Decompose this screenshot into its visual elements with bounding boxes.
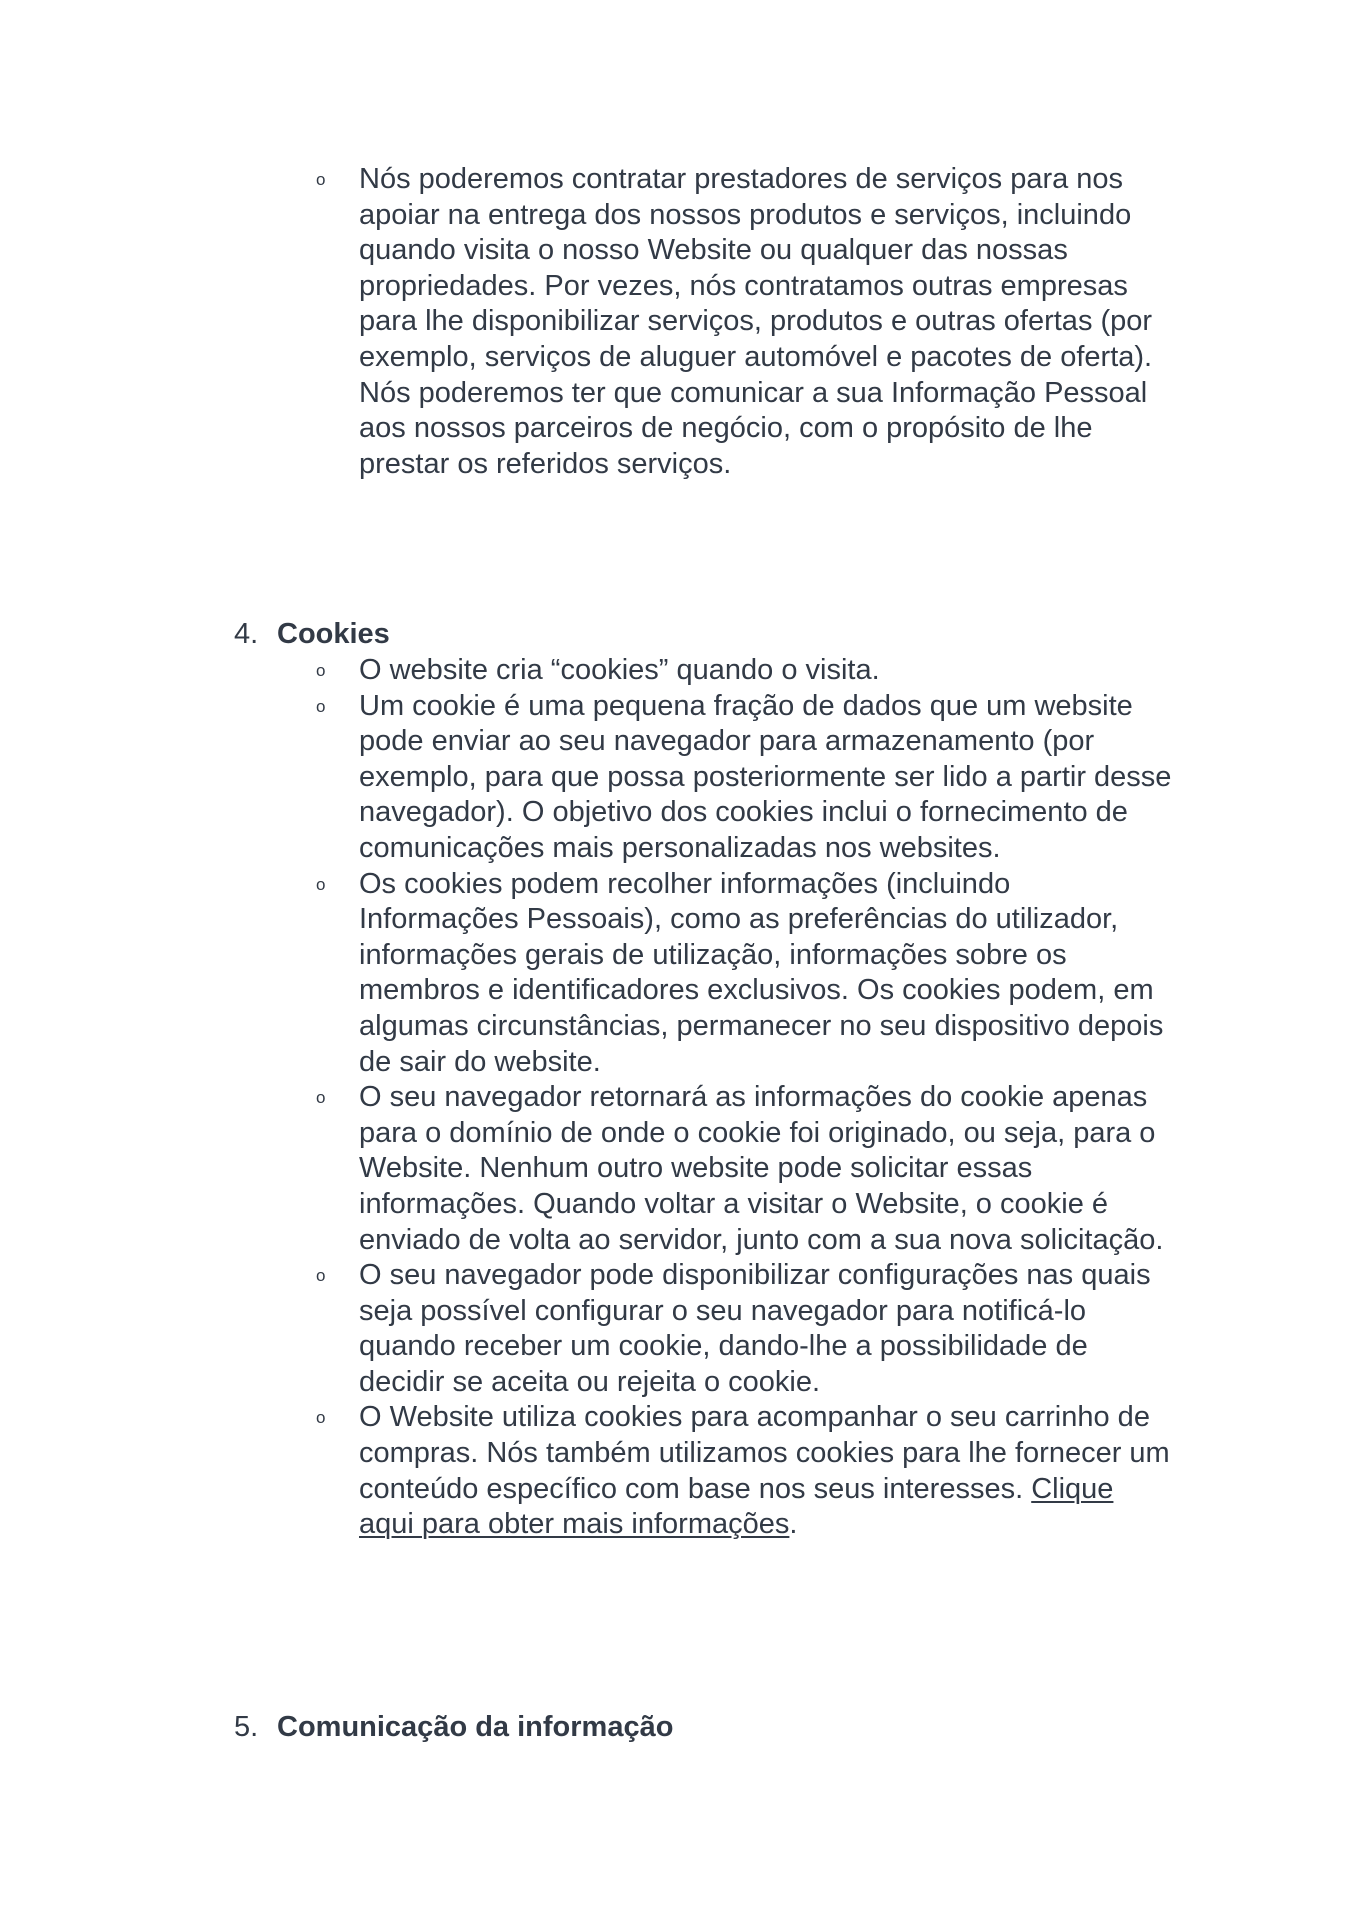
bullet-marker: o [316, 874, 326, 894]
bullet-text: O website cria “cookies” quando o visita. [359, 654, 880, 686]
bullet-marker: o [316, 1408, 326, 1428]
list-item [0, 162, 1174, 482]
list-item [0, 689, 1174, 867]
bullet-marker: o [316, 661, 326, 680]
bullet-text: O seu navegador pode disponibilizar configurações nas quais seja possível configurar o seu navegador para notificá-lo quando receber um cookie, dando-lhe a possibilidade de decidir se aceita ou rejeita o cookie. [359, 1259, 1151, 1398]
list-item [0, 1080, 1174, 1258]
list-item [0, 867, 1174, 1081]
list-item [0, 653, 1174, 689]
bullet-text: Um cookie é uma pequena fração de dados que um website pode enviar ao seu navegador para armazenamento (por exemplo, para que possa posteriormente ser lido a partir desse navegador). O objetivo dos cookies inclui o fornecimento de comunicações mais personalizadas nos websites. [359, 689, 1172, 864]
bullet-marker: o [316, 1266, 326, 1286]
cookies-bullet-list [0, 653, 1358, 1543]
bullet-text-period: . [789, 1508, 798, 1541]
bullet-marker: o [316, 696, 326, 716]
bullet-marker: o [316, 170, 326, 189]
section-number: 5. [234, 1711, 259, 1743]
bullet-text: Os cookies podem recolher informações (incluindo Informações Pessoais), como as preferências do utilizador, informações gerais de utilização, informações sobre os membros e identificadores exclusivos. Os cookies podem, em algumas circunstâncias, permanecer no seu dispositivo depois de sair do website. [359, 867, 1164, 1078]
bullet-text-body: O Website utiliza cookies para acompanhar o seu carrinho de compras. Nós também utilizamos cookies para lhe fornecer um conteúdo específico com base nos seus interesses. [359, 1401, 1170, 1505]
bullet-marker: o [316, 1088, 326, 1108]
bullet-text: Nós poderemos contratar prestadores de serviços para nos apoiar na entrega dos nossos produtos e serviços, incluindo quando visita o nosso Website ou qualquer das nossas propriedades. Por vezes, nós contratamos outras empresas para lhe disponibilizar serviços, produtos e outras ofertas (por exemplo, serviços de aluguer automóvel e pacotes de oferta). Nós poderemos ter que comunicar a sua Informação Pessoal aos nossos parceiros de negócio, com o propósito de lhe prestar os referidos serviços. [359, 163, 1153, 480]
list-item [0, 1258, 1174, 1400]
more-info-link[interactable]: Clique aqui para obter mais informações [359, 1472, 1114, 1541]
intro-bullet-list [0, 162, 1358, 482]
bullet-text [359, 1400, 1174, 1542]
list-item [0, 1400, 1174, 1542]
section-title: Cookies [277, 618, 390, 650]
section-number: 4. [234, 618, 259, 650]
section-title: Comunicação da informação [277, 1711, 674, 1743]
bullet-text: O seu navegador retornará as informações do cookie apenas para o domínio de onde o cookie foi originado, ou seja, para o Website. Nenhum outro website pode solicitar essas informações. Quando voltar a visitar o Website, o cookie é enviado de volta ao servidor, junto com a sua nova solicitação. [359, 1081, 1164, 1256]
